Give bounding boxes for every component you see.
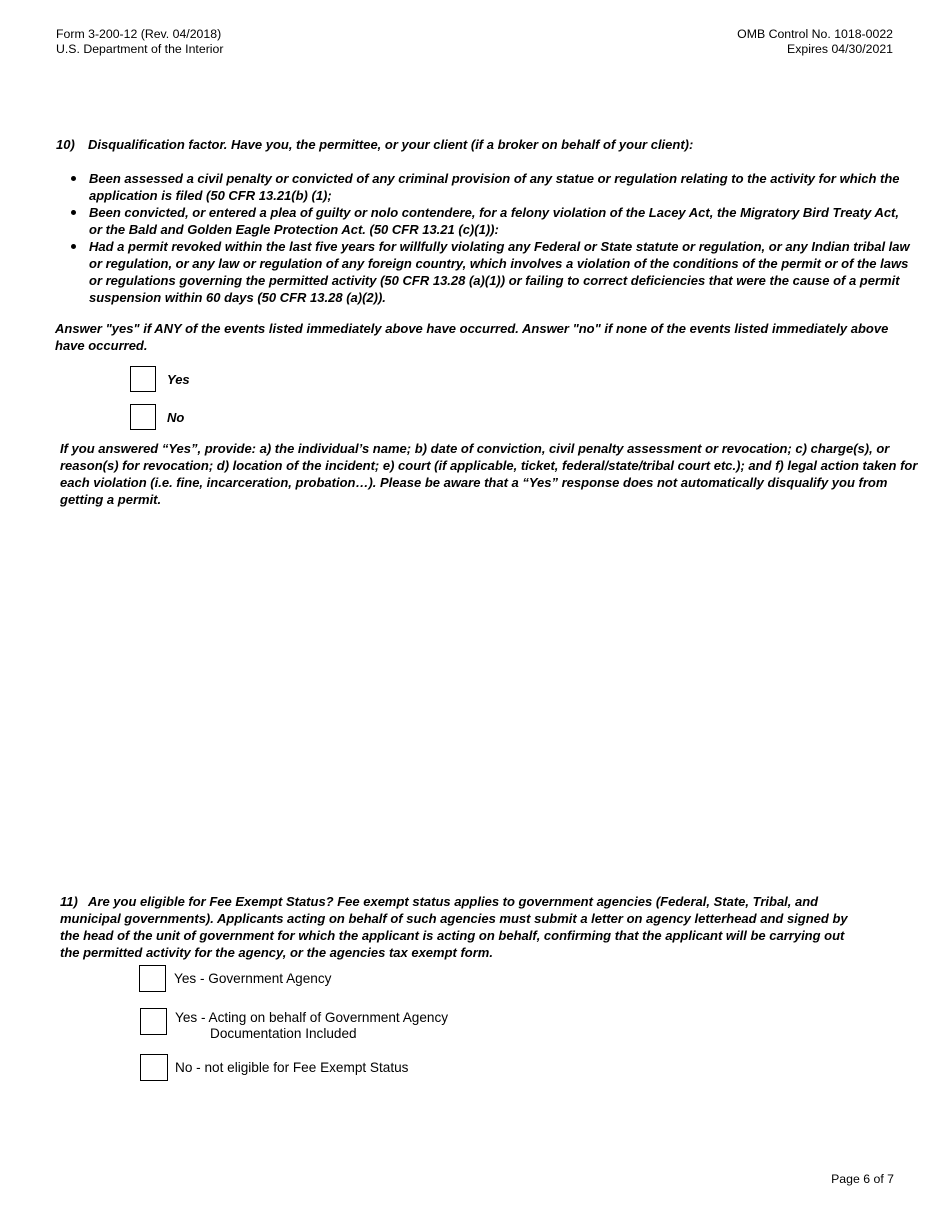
question-11-text: Are you eligible for Fee Exempt Status? Fee exempt status applies to government agencies (Federal, State, Tribal, and municipal governments). Applicants acting on behalf of such agencies must submit a letter on agency letterhead and signed by the head of the unit of government for which the applicant is acting on behalf, confirming that the applicant will be carrying out the permitted activity for the agency, or the agencies tax exempt form. [60,894,848,960]
form-header-right [737,27,893,57]
list-item: Had a permit revoked within the last five years for willfully violating any Federal or State statute or regulation, or any Indian tribal law or regulation, or any law or regulation of any foreign country, which involves a violation of the conditions of the permit or of the laws or regulations governing the permitted activity (50 CFR 13.28 (a)(1)) or failing to correct deficiencies that were the cause of a permit suspension within 60 days (50 CFR 13.28 (a)(2)). [56,238,912,306]
bullet-icon [71,244,76,249]
question-11-number: 11) [60,894,78,909]
government-agency-checkbox[interactable] [139,965,166,992]
bullet-icon [71,176,76,181]
form-header-left [56,27,223,57]
form-number: Form 3-200-12 (Rev. 04/2018) [56,27,222,41]
department-name: U.S. Department of the Interior [56,42,224,56]
question-10-number: 10) [56,137,75,152]
no-label: No [167,410,185,425]
acting-on-behalf-checkbox[interactable] [140,1008,167,1035]
answer-instructions: Answer "yes" if ANY of the events listed immediately above have occurred. Answer "no" if none of the events listed immediately above have occurred. [55,321,889,353]
documentation-included-label: Documentation Included [210,1026,357,1041]
question-10-heading [56,136,916,153]
expiration-date: Expires 04/30/2021 [787,42,893,56]
yes-explanation-instructions: If you answered “Yes”, provide: a) the individual’s name; b) date of conviction, civil penalty assessment or revocation; c) charge(s), or reason(s) for revocation; d) location of the incident; e) court (if applicable, ticket, federal/state/tribal court etc.); and f) legal action taken for each violation (i.e. fine, incarceration, probation…). Please be aware that a “Yes” response does not automatically disqualify you from getting a permit. [60,441,918,507]
list-item: Been convicted, or entered a plea of guilty or nolo contendere, for a felony violation of the Lacey Act, the Migratory Bird Treaty Act, or the Bald and Golden Eagle Protection Act. (50 CFR 13.21 (c)(1)): [56,204,912,238]
bullet-icon [71,210,76,215]
question-10-text: Disqualification factor. Have you, the permittee, or your client (if a broker on behalf of your client): [88,137,694,152]
acting-on-behalf-label: Yes - Acting on behalf of Government Agency [175,1010,449,1025]
question-11-heading [60,893,860,961]
not-eligible-checkbox[interactable] [140,1054,168,1081]
page-number: Page 6 of 7 [831,1172,894,1186]
not-eligible-label: No - not eligible for Fee Exempt Status [175,1060,409,1075]
yes-checkbox[interactable] [130,366,156,392]
government-agency-label: Yes - Government Agency [174,971,332,986]
disqualification-list [56,170,912,306]
no-checkbox[interactable] [130,404,156,430]
yes-label: Yes [167,372,190,387]
omb-control-number: OMB Control No. 1018-0022 [737,27,893,41]
list-item: Been assessed a civil penalty or convicted of any criminal provision of any statue or regulation relating to the activity for which the application is filed (50 CFR 13.21(b) (1); [56,170,912,204]
